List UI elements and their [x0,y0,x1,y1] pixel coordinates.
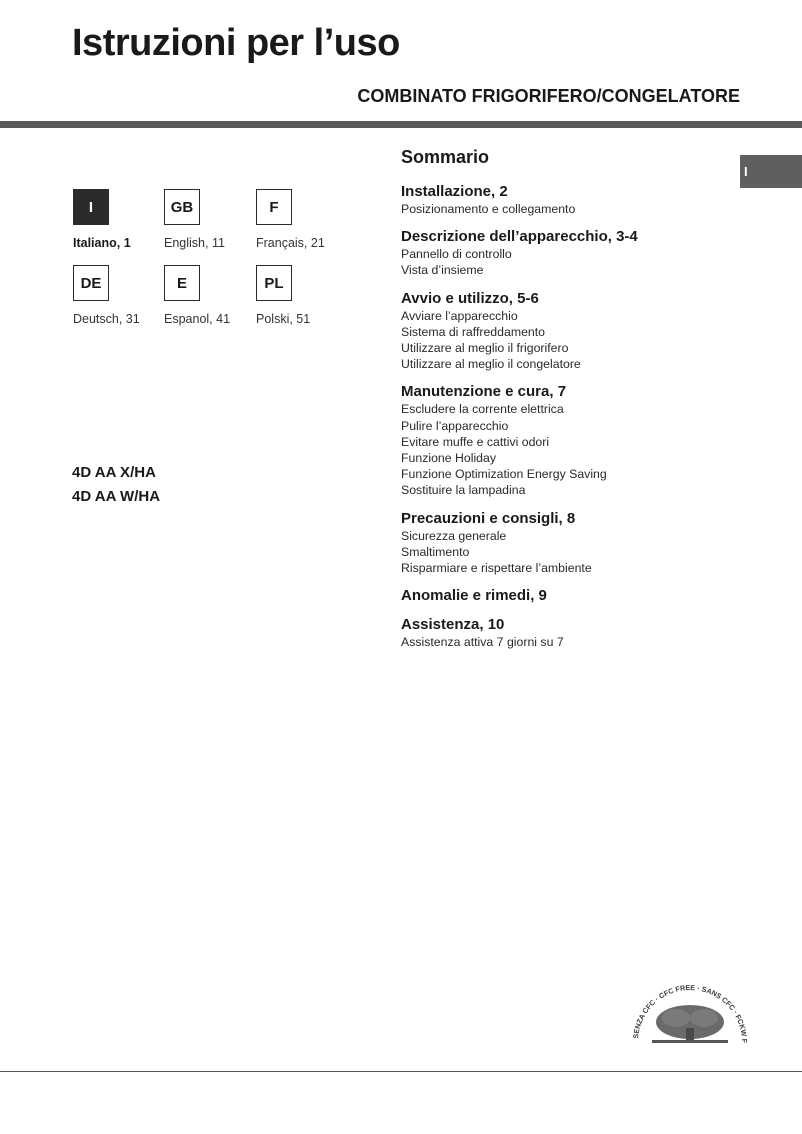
model-list [72,461,160,509]
toc-item[interactable]: Vista d’insieme [401,263,484,278]
tree-icon [628,980,752,1050]
toc-heading[interactable]: Installazione, 2 [401,183,508,200]
language-item-de[interactable] [73,265,163,326]
page-subtitle: COMBINATO FRIGORIFERO/CONGELATORE [357,86,740,106]
language-label: Deutsch, 31 [73,312,140,326]
toc-section-anomalie [401,587,731,605]
toc-item[interactable]: Funzione Optimization Energy Saving [401,467,607,482]
cfc-free-logo [628,980,752,1050]
toc-heading[interactable]: Avvio e utilizzo, 5-6 [401,289,539,307]
svg-text:SENZA CFC · CFC FREE · SANS CF: SENZA CFC · CFC FREE · SANS CFC · FCKW F [631,982,750,1044]
toc-heading[interactable]: Manutenzione e cura, 7 [401,383,567,401]
language-code: I [73,189,109,225]
table-of-contents [401,147,731,661]
toc-item[interactable]: Assistenza attiva 7 giorni su 7 [401,635,564,650]
language-code: E [164,265,200,301]
toc-item[interactable]: Evitare muffe e cattivi odori [401,434,550,449]
model-name: 4D AA W/HA [72,488,161,505]
language-code: DE [73,265,109,301]
toc-heading[interactable]: Descrizione dell’apparecchio, 3-4 [401,228,638,246]
toc-section-assistenza [401,616,731,650]
language-label: Espanol, 41 [164,312,231,326]
toc-section-precauzioni [401,510,731,577]
language-code: PL [256,265,292,301]
toc-section-manutenzione [401,383,731,498]
toc-item[interactable]: Funzione Holiday [401,451,497,466]
toc-item[interactable]: Posizionamento e collegamento [401,202,576,216]
toc-section-descrizione [401,228,731,278]
toc-heading[interactable]: Anomalie e rimedi, 9 [401,587,547,605]
toc-item[interactable]: Sistema di raffreddamento [401,324,545,339]
language-label: Polski, 51 [256,312,311,326]
toc-heading[interactable]: Assistenza, 10 [401,616,505,634]
toc-section-installazione [401,183,731,217]
language-label: Français, 21 [256,236,325,250]
language-item-es[interactable] [164,265,254,326]
toc-title: Sommario [401,147,490,167]
language-label: Italiano, 1 [73,236,131,250]
toc-item[interactable]: Pannello di controllo [401,247,512,262]
toc-item[interactable]: Pulire l’apparecchio [401,418,509,433]
language-item-it[interactable] [73,189,163,250]
language-code: F [256,189,292,225]
footer-divider [0,1071,802,1072]
toc-heading[interactable]: Precauzioni e consigli, 8 [401,509,576,527]
toc-item[interactable]: Risparmiare e rispettare l’ambiente [401,561,592,576]
header-divider [0,121,802,128]
toc-item[interactable]: Avviare l’apparecchio [401,308,518,323]
language-side-tab[interactable]: I [740,155,802,188]
toc-item[interactable]: Smaltimento [401,544,470,559]
toc-item[interactable]: Utilizzare al meglio il congelatore [401,357,581,372]
language-item-gb[interactable] [164,189,254,250]
toc-item[interactable]: Utilizzare al meglio il frigorifero [401,341,569,356]
language-item-fr[interactable] [256,189,346,250]
language-item-pl[interactable] [256,265,346,326]
toc-section-avvio [401,290,731,373]
page-title: Istruzioni per l’uso [72,22,400,64]
toc-item[interactable]: Sicurezza generale [401,528,507,543]
model-name: 4D AA X/HA [72,464,156,481]
language-code: GB [164,189,200,225]
toc-item[interactable]: Sostituire la lampadina [401,483,526,498]
language-label: English, 11 [164,236,225,250]
toc-item[interactable]: Escludere la corrente elettrica [401,402,564,417]
